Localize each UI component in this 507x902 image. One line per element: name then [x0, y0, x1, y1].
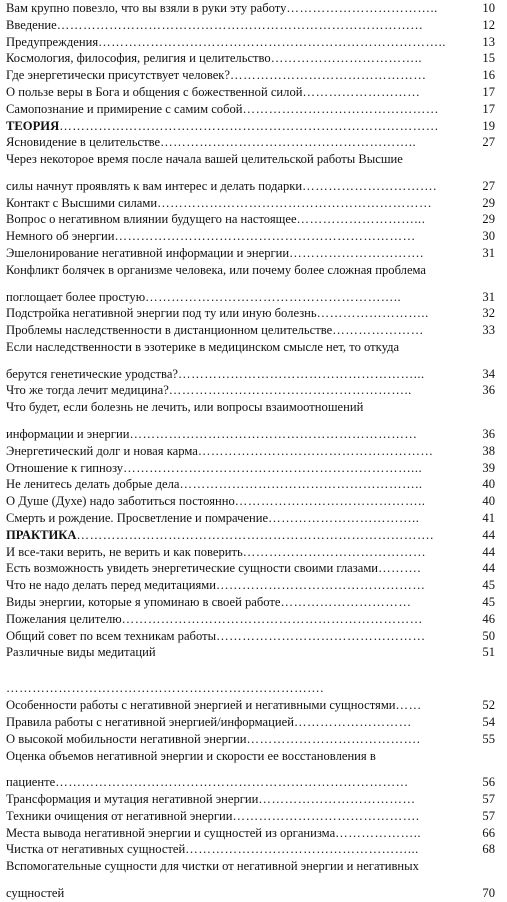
toc-page-number: 57	[482, 808, 495, 823]
toc-leader: …………………	[332, 323, 424, 338]
toc-title: Различные виды медитаций	[6, 645, 156, 660]
toc-leader: ………………………...	[296, 212, 426, 227]
toc-entry	[6, 714, 495, 731]
toc-title: Самопознание и примирение с самим собой	[6, 101, 243, 116]
toc-title-line1: Конфликт болячек в организме человека, или почему более сложная проблема	[6, 262, 427, 277]
toc-page-number: 66	[482, 825, 495, 840]
toc-entry-wrapped	[6, 644, 495, 697]
toc-title: Пожелания целителю	[6, 611, 122, 626]
toc-page-number: 27	[482, 178, 495, 193]
toc-title: Правила работы с негативной энергией/информацией	[6, 714, 294, 729]
toc-entry	[6, 808, 495, 825]
toc-page-number: 56	[482, 775, 495, 790]
toc-leader: ……………………..	[316, 306, 429, 321]
toc-section-heading	[6, 118, 495, 135]
toc-page-number: 70	[482, 885, 495, 900]
toc-page-number: 38	[482, 443, 495, 458]
toc-title: Космология, философия, религия и целительство	[6, 51, 271, 66]
toc-leader: ……………………………………………………………………….	[76, 527, 434, 542]
toc-title-line1: Оценка объемов негативной энергии и скорости ее восстановления в	[6, 748, 376, 763]
toc-title: Энергетический долг и новая карма	[6, 443, 198, 458]
toc-title-line1: Вспомогательные сущности для чистки от негативной энергии и негативных	[6, 859, 419, 874]
toc-entry	[6, 84, 495, 101]
toc-page-number: 45	[482, 594, 495, 609]
toc-page-number: 44	[482, 527, 495, 542]
toc-page-number: 17	[482, 101, 495, 116]
toc-leader: ……………………………………	[242, 544, 427, 559]
toc-page-number: 34	[482, 366, 495, 381]
toc-leader: ……………………………………………………………	[114, 229, 416, 244]
toc-page-number: 50	[482, 628, 495, 643]
toc-leader: …………………………………….	[232, 808, 420, 823]
toc-title-line1	[6, 644, 495, 680]
toc-leader: ………………………	[293, 714, 412, 729]
toc-page-number: 40	[482, 494, 495, 509]
toc-title: Предупреждения	[6, 34, 99, 49]
toc-title: Трансформация и мутация негативной энергии	[6, 792, 259, 806]
toc-page-number: 41	[482, 510, 495, 525]
toc-page-number: 31	[482, 289, 495, 304]
toc-leader: ………………………………………………..	[179, 477, 423, 492]
toc-entry	[6, 577, 495, 594]
toc-title: Подстройка негативной энергии под ту или иную болезнь	[6, 306, 317, 321]
toc-page-number: 44	[482, 561, 495, 576]
toc-title-line1: Что будет, если болезнь не лечить, или вопросы взаимоотношений	[6, 400, 364, 415]
toc-entry	[6, 34, 495, 51]
toc-entry	[6, 382, 495, 399]
toc-entry	[6, 305, 495, 322]
toc-entry	[6, 443, 495, 460]
toc-title: О Душе (Духе) надо заботиться постоянно	[6, 494, 235, 509]
toc-leader: ……………………………………………………………………..	[98, 34, 446, 49]
toc-title: Отношение к гипнозу	[6, 460, 124, 475]
toc-leader: ………………..	[335, 825, 422, 840]
toc-leader: ……………………………..	[270, 51, 423, 66]
toc-entry	[6, 67, 495, 84]
toc-page-number: 36	[482, 383, 495, 398]
toc-title: Эшелонирование негативной информации и энергии	[6, 246, 290, 261]
toc-title: Вам крупно повезло, что вы взяли в руки эту работу	[6, 1, 287, 15]
toc-page-number: 10	[482, 1, 495, 15]
toc-page-number: 52	[482, 698, 495, 713]
toc-page-number: 45	[482, 578, 495, 593]
toc-title: Техники очищения от негативной энергии	[6, 808, 233, 823]
toc-leader: ………………………………………	[242, 101, 439, 116]
toc-page-number: 17	[482, 84, 495, 99]
toc-page-number: 54	[482, 714, 495, 729]
toc-leader: …………………………………………	[216, 628, 426, 643]
toc-title: Немного об энергии	[6, 229, 115, 244]
toc-leader: ………………………………………………...	[178, 366, 425, 381]
toc-leader: ………………………….	[289, 246, 424, 261]
toc-entry	[6, 211, 495, 228]
toc-page-number: 13	[482, 34, 495, 49]
toc-leader: …………………………	[280, 594, 412, 609]
toc-leader: ……………………………………………………………………………	[59, 118, 439, 133]
toc-page-number: 32	[482, 306, 495, 321]
toc-section-heading	[6, 527, 495, 544]
toc-title: Смерть и рождение. Просветление и помрачение	[6, 510, 269, 525]
toc-entry	[6, 493, 495, 510]
toc-page-number: 29	[482, 195, 495, 210]
toc-leader: ……….	[378, 561, 421, 576]
toc-entry	[6, 594, 495, 611]
toc-title-line1: Если наследственности в эзотерике в медицинском смысле нет, то откуда	[6, 339, 400, 354]
toc-entry-wrapped	[6, 858, 495, 902]
toc-title: Где энергетически присутствует человек?	[6, 68, 230, 83]
toc-leader: ……………………………………………...	[185, 842, 419, 857]
toc-entry	[6, 245, 495, 262]
toc-title: Вопрос о негативном влиянии будущего на настоящее	[6, 212, 297, 227]
toc-title: Контакт с Высшими силами	[6, 195, 158, 210]
toc-title: Ясновидение в целительстве	[6, 135, 161, 150]
toc-title-line2: силы начнут проявлять к вам интерес и делать подарки	[6, 178, 303, 193]
toc-page-number: 55	[482, 731, 495, 746]
toc-entry	[6, 510, 495, 527]
toc-leader: ……………………………………..	[234, 494, 426, 509]
toc-leader: …………………………………………	[215, 578, 426, 593]
toc-entry	[6, 134, 495, 151]
toc-page-number: 39	[482, 460, 495, 475]
toc-entry	[6, 791, 495, 808]
toc-entry	[6, 731, 495, 748]
toc-title: Общий совет по всем техникам работы	[6, 628, 217, 643]
toc-page-number: 44	[482, 544, 495, 559]
toc-page-number: 36	[482, 426, 495, 441]
toc-entry	[6, 17, 495, 34]
toc-page-number: 19	[482, 118, 495, 133]
toc-entry-wrapped	[6, 399, 495, 443]
toc-page-number: 29	[482, 212, 495, 227]
toc-title: И все-таки верить, не верить и как поверить	[6, 544, 243, 559]
toc-page-number: 33	[482, 323, 495, 338]
toc-leader: ………………………	[302, 84, 421, 99]
toc-title: Места вывода негативной энергии и сущностей из организма	[6, 825, 336, 840]
toc-leader: ………………………………………………..	[168, 383, 412, 398]
toc-entry-wrapped	[6, 748, 495, 792]
toc-title: Есть возможность увидеть энергетические сущности своими глазами	[6, 561, 379, 576]
toc-leader: ………………………………………………	[197, 443, 434, 458]
toc-title: Виды энергии, которые я упоминаю в своей работе	[6, 594, 281, 609]
toc-leader: ………………………………	[258, 792, 416, 806]
toc-section-title: ТЕОРИЯ	[6, 118, 60, 133]
table-of-contents	[6, 0, 495, 902]
toc-leader: ……………………………………………………………….	[6, 681, 324, 696]
toc-entry-wrapped	[6, 151, 495, 195]
toc-title-line2: берутся генетические уродства?	[6, 366, 179, 381]
toc-title: Что не надо делать перед медитациями	[6, 578, 216, 593]
toc-entry-wrapped	[6, 339, 495, 383]
toc-entry	[6, 195, 495, 212]
toc-title: О высокой мобильности негативной энергии	[6, 731, 247, 746]
toc-leader: …………………………………………………..	[160, 135, 417, 150]
toc-page-number: 12	[482, 17, 495, 32]
toc-page-number: 30	[482, 229, 495, 244]
toc-entry	[6, 544, 495, 561]
toc-leader: ………………………………….	[246, 731, 421, 746]
toc-title: Не ленитесь делать добрые дела	[6, 477, 180, 492]
toc-entry	[6, 228, 495, 245]
toc-page-number: 16	[482, 68, 495, 83]
toc-leader: ………………………………………………………………………	[55, 775, 409, 790]
toc-entry	[6, 460, 495, 477]
toc-leader: ……………………………..	[286, 1, 438, 15]
toc-page-number: 57	[482, 792, 495, 806]
toc-title-line2: поглощает более простую	[6, 289, 146, 304]
toc-entry	[6, 628, 495, 645]
toc-leader: …………………………………………………………………………	[56, 17, 424, 32]
toc-page-number: 31	[482, 246, 495, 261]
toc-leader: ………………………………………	[230, 68, 427, 83]
toc-entry	[6, 322, 495, 339]
toc-leader: …………………………………………………..	[145, 289, 402, 304]
toc-leader: ………………………….	[302, 178, 437, 193]
toc-title: Проблемы наследственности в дистанционном целительстве	[6, 323, 333, 338]
toc-title: О пользе веры в Бога и общения с божественной силой	[6, 84, 303, 99]
toc-page-number: 46	[482, 611, 495, 626]
toc-entry	[6, 697, 495, 714]
toc-page-number: 40	[482, 477, 495, 492]
toc-section-title: ПРАКТИКА	[6, 527, 77, 542]
toc-entry	[6, 101, 495, 118]
toc-title-line1: Через некоторое время после начала вашей целительской работы Высшие	[6, 152, 403, 167]
toc-title: Введение	[6, 17, 57, 32]
toc-leader: …………………………………………………………...	[123, 460, 423, 475]
toc-entry	[6, 841, 495, 858]
toc-entry	[6, 560, 495, 577]
toc-page-number: 51	[482, 645, 495, 660]
toc-leader: ……………………………..	[268, 510, 420, 525]
toc-title: Чистка от негативных сущностей	[6, 842, 186, 857]
toc-entry	[6, 825, 495, 842]
toc-page-number: 15	[482, 51, 495, 66]
toc-leader: ………………………………………………………	[157, 195, 433, 210]
toc-page-number: 27	[482, 135, 495, 150]
toc-entry-wrapped	[6, 262, 495, 306]
toc-entry	[6, 50, 495, 67]
toc-title: Особенности работы с негативной энергией и негативными сущностями	[6, 698, 396, 713]
toc-entry	[6, 476, 495, 493]
toc-page-number: 68	[482, 842, 495, 857]
toc-title-line2: сущностей	[6, 885, 65, 900]
toc-title: Что же тогда лечит медицина?	[6, 383, 169, 398]
toc-entry	[6, 0, 495, 17]
toc-leader: ……………………………………………………………	[121, 611, 423, 626]
toc-title-line2: информации и энергии	[6, 426, 130, 441]
toc-leader: …………………………………………………………	[129, 426, 418, 441]
toc-leader: ……	[395, 698, 422, 713]
toc-title-line2: пациенте	[6, 775, 56, 790]
toc-entry	[6, 611, 495, 628]
